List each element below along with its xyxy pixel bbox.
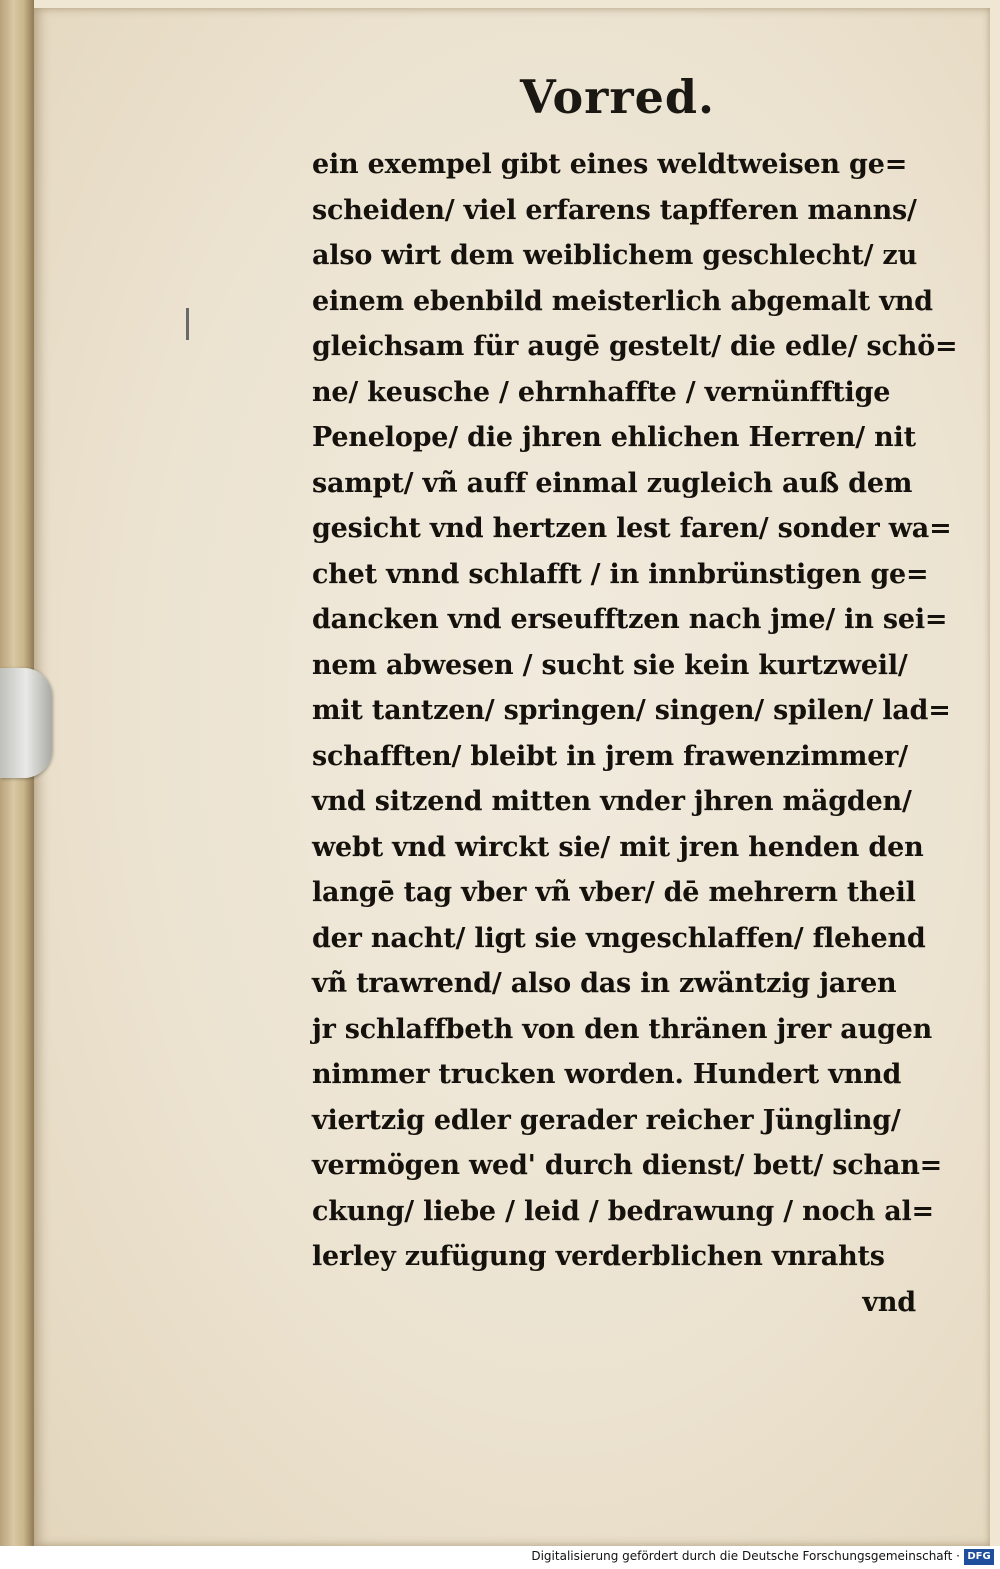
text-line: viertzig edler gerader reicher Jüngling/ xyxy=(312,1104,901,1136)
text-line: ne/ keusche / ehrnhaffte / vernünfftige xyxy=(312,376,891,408)
footer-bar xyxy=(0,1546,1000,1569)
footer-credit: Digitalisierung gefördert durch die Deutsche Forschungsgemeinschaft · xyxy=(531,1549,960,1563)
text-line: scheiden/ viel erfarens tapfferen manns/ xyxy=(312,194,917,226)
body-text xyxy=(312,142,958,1325)
text-line: vñ trawrend/ also das in zwäntzig jaren xyxy=(312,968,897,999)
text-line: gleichsam für augē gestelt/ die edle/ schö= xyxy=(312,331,958,362)
text-line: also wirt dem weiblichem geschlecht/ zu xyxy=(312,240,917,271)
text-line: nem abwesen / sucht sie kein kurtzweil/ xyxy=(312,649,908,681)
text-line: schafften/ bleibt in jrem frawenzimmer/ xyxy=(312,740,908,772)
text-line: vermögen wed' durch dienst/ bett/ schan= xyxy=(312,1150,943,1181)
text-line: ein exempel gibt eines weldtweisen ge= xyxy=(312,149,908,180)
catchword: vnd xyxy=(862,1286,916,1318)
text-line: webt vnd wirckt sie/ mit jren henden den xyxy=(312,831,924,863)
text-line: dancken vnd erseufftzen nach jme/ in sei= xyxy=(312,604,948,635)
book-binding xyxy=(0,0,34,1569)
text-line: nimmer trucken worden. Hundert vnnd xyxy=(312,1059,902,1090)
text-line: gesicht vnd hertzen lest faren/ sonder wa= xyxy=(312,513,952,544)
dfg-logo-icon: DFG xyxy=(964,1549,994,1565)
text-line: ckung/ liebe / leid / bedrawung / noch al= xyxy=(312,1195,934,1227)
book-clasp xyxy=(0,668,52,778)
ink-mark xyxy=(186,308,189,340)
text-line: lerley zufügung verderblichen vnrahts xyxy=(312,1241,885,1272)
text-line: langē tag vber vñ vber/ dē mehrern theil xyxy=(312,877,916,908)
text-line: chet vnnd schlafft / in innbrünstigen ge= xyxy=(312,558,929,590)
page-heading: Vorred. xyxy=(520,70,716,124)
text-line: einem ebenbild meisterlich abgemalt vnd xyxy=(312,285,933,317)
text-line: mit tantzen/ springen/ singen/ spilen/ lad= xyxy=(312,695,951,726)
text-line: Penelope/ die jhren ehlichen Herren/ nit xyxy=(312,422,916,453)
text-line: vnd sitzend mitten vnder jhren mägden/ xyxy=(312,786,912,817)
text-line: der nacht/ ligt sie vngeschlaffen/ flehend xyxy=(312,922,926,954)
text-line: sampt/ vñ auff einmal zugleich auß dem xyxy=(312,467,913,499)
text-line: jr schlaffbeth von den thränen jrer augen xyxy=(312,1013,933,1045)
